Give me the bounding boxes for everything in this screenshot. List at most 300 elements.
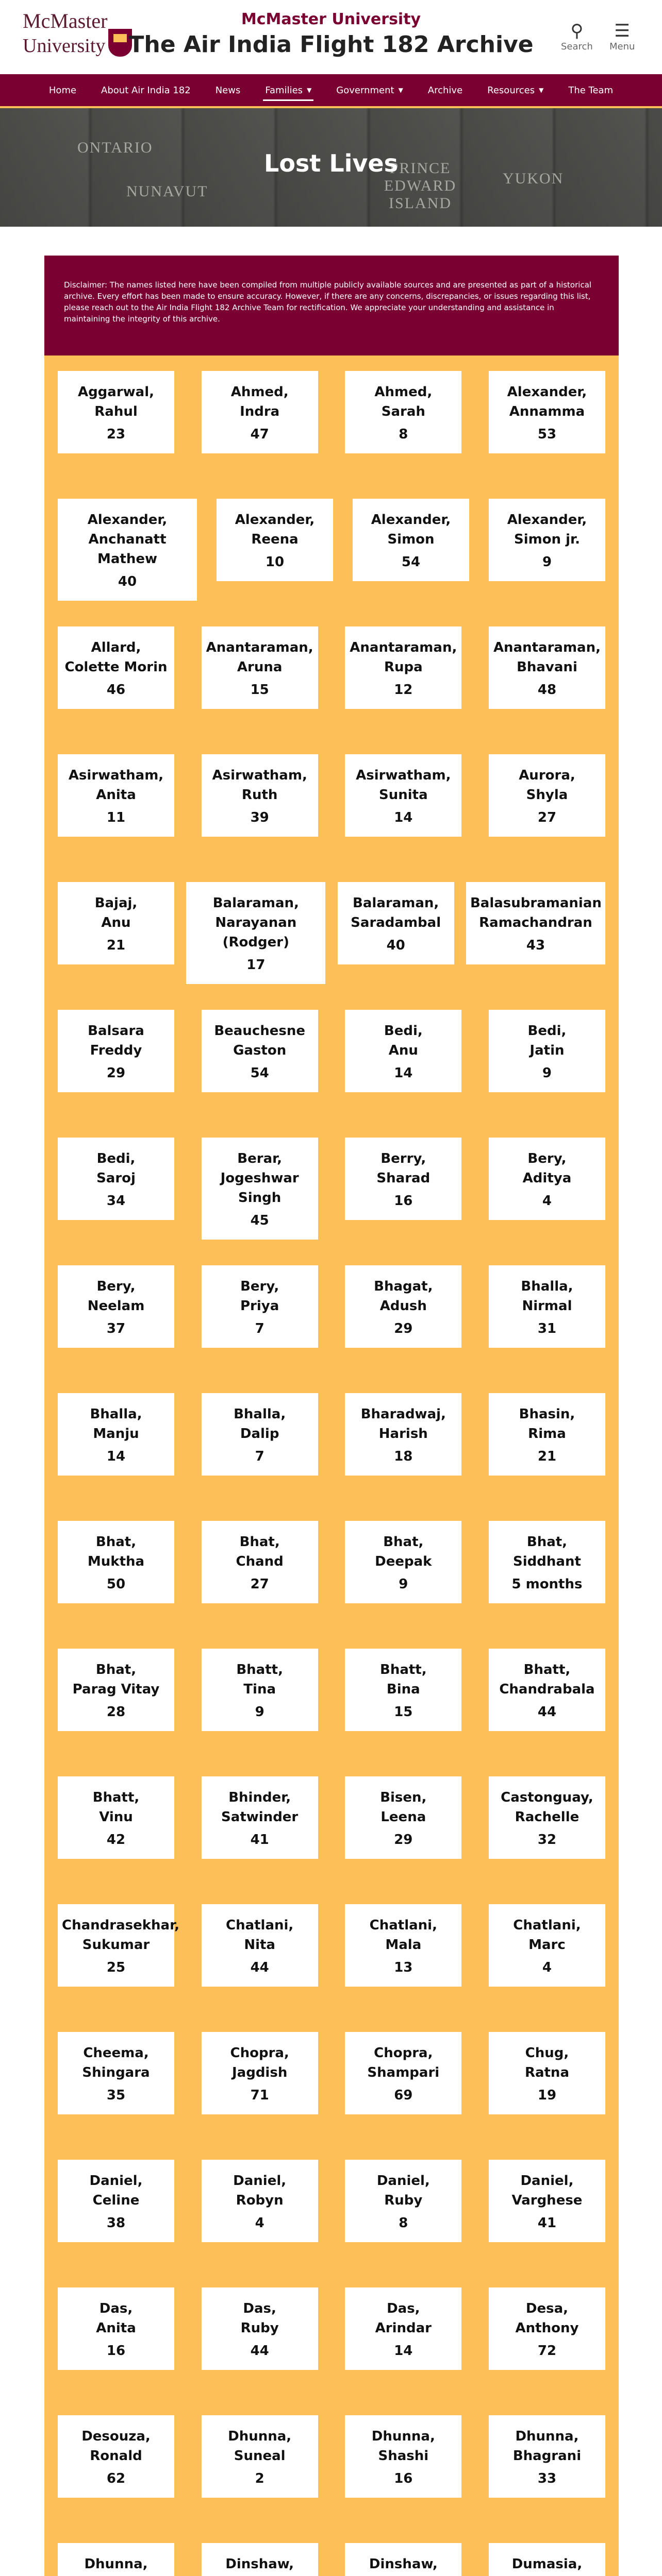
victim-age: 31 [537,1321,557,1336]
victim-surname: Balsara [88,1023,144,1039]
victim-surname: Bhat, [239,1534,280,1550]
victim-surname: Bhalla, [90,1406,142,1422]
victim-surname: Bhatt, [523,1662,571,1677]
chevron-down-icon: ▼ [398,87,403,94]
victim-surname: Aurora, [519,768,575,783]
victim-age: 7 [255,1449,264,1464]
victim-surname: Dhunna, [515,2429,579,2444]
nav-archive[interactable]: Archive [427,84,463,96]
logo-line-2: University [23,35,106,57]
victim-given-name: Simon jr. [514,532,581,547]
victim-surname: Bhagat, [374,1279,433,1294]
victim-surname: Bharadwaj, [360,1406,446,1422]
victim-given-name: Indra [240,404,280,419]
victim-age: 9 [542,554,552,570]
victim-age: 35 [106,2088,126,2103]
victim-given-name: Freddy [90,1043,142,1058]
victim-age: 71 [250,2088,269,2103]
victim-card [202,1776,318,1859]
victim-surname: Chatlani, [369,1918,437,1933]
victims-row [58,1511,605,1638]
victim-given-name: Rachelle [515,1809,580,1825]
victim-surname: Bery, [96,1279,136,1294]
victim-age: 34 [106,1193,126,1209]
victim-given-name: Nirmal [522,1298,572,1314]
victim-surname: Anantaraman, [493,640,601,655]
victim-surname: Bery, [240,1279,279,1294]
victim-surname: Daniel, [233,2173,287,2189]
victim-surname: Dhunna, [228,2429,292,2444]
victim-given-name: Aditya [522,1171,572,1186]
victim-age: 46 [106,682,126,698]
victim-age: 38 [106,2215,126,2231]
victim-card [345,1265,461,1348]
victim-card [345,1521,461,1603]
victim-given-name: Shyla [526,787,568,803]
victim-surname: Bedi, [384,1023,423,1039]
victims-row [58,2533,605,2576]
victim-surname: Bedi, [96,1151,136,1166]
victim-given-name: Ratna [524,2065,569,2080]
victim-age: 9 [542,1065,552,1081]
victim-given-name: Celine [92,2193,140,2208]
victim-card [345,1393,461,1476]
victim-surname: Das, [99,2301,133,2316]
victim-age: 2 [255,2471,264,2486]
victim-surname: Dinshaw, [369,2556,438,2572]
victim-age: 37 [106,1321,126,1336]
victim-card [489,499,605,581]
victim-given-name: Muktha [87,1554,145,1569]
victim-age: 47 [250,427,269,442]
victim-card [202,371,318,453]
victim-card [58,1904,179,1987]
victim-surname: Dinshaw, [225,2556,294,2572]
victims-row [58,999,605,1127]
victim-card [489,1010,605,1092]
victim-surname: Chug, [525,2045,569,2061]
victim-surname: Bhat, [383,1534,424,1550]
victim-card [466,882,605,964]
victim-surname: Bhalla, [234,1406,286,1422]
victim-surname: Bajaj, [94,895,138,911]
victim-age: 42 [106,1832,126,1848]
victims-grid [44,355,619,2576]
victim-age: 21 [106,938,126,953]
nav-team[interactable]: The Team [568,84,614,96]
victim-given-name: Bhavani [517,659,577,675]
victim-age: 7 [255,1321,264,1336]
victim-given-name: Vinu [99,1809,133,1825]
victim-age: 45 [250,1213,269,1228]
victim-given-name: Ramachandran [479,915,592,930]
victim-age: 69 [394,2088,413,2103]
victim-surname: Alexander, [507,512,587,528]
victims-row [58,1894,605,2022]
victim-card [58,1265,174,1348]
logo-line-1: McMaster [23,9,108,32]
nav-news[interactable]: News [215,84,241,96]
victim-given-name: Saradambal [351,915,441,930]
victim-surname: Chopra, [230,2045,289,2061]
victim-surname: Castonguay, [501,1790,593,1805]
victim-surname: Bhinder, [228,1790,291,1805]
victim-age: 48 [537,682,557,698]
victim-age: 44 [250,2343,269,2359]
victim-given-name: Leena [380,1809,426,1825]
victim-age: 14 [106,1449,126,1464]
victim-given-name: Annamma [509,404,585,419]
victim-card [217,499,333,581]
victim-given-name: Tina [243,1682,276,1697]
chevron-down-icon: ▼ [539,87,544,94]
victim-age: 17 [246,957,266,973]
victim-card [345,1776,461,1859]
victim-given-name: Shingara [82,2065,150,2080]
victim-surname: Beauchesne [214,1023,305,1039]
victims-row [58,488,605,616]
victim-card [345,2160,461,2242]
victim-card [58,1776,174,1859]
victim-age: 53 [537,427,557,442]
victim-age: 16 [106,2343,126,2359]
victim-given-name: Bhagrani [512,2448,582,2464]
victim-given-name: Ronald [90,2448,142,2464]
victim-given-name: Anthony [515,2320,579,2336]
victim-age: 29 [106,1065,126,1081]
victim-age: 39 [250,810,269,825]
victim-age: 43 [526,938,545,953]
victim-surname: Balaraman, [353,895,439,911]
victim-surname: Chopra, [374,2045,433,2061]
victim-given-name: Nita [244,1937,275,1953]
victim-given-name: Manju [93,1426,139,1442]
victim-given-name: Ruby [240,2320,279,2336]
victim-given-name: Colette Morin [64,659,168,675]
victim-given-name: Arindar [375,2320,432,2336]
victim-age: 9 [399,1577,408,1592]
victim-surname: Ahmed, [230,384,289,400]
victims-row [58,1383,605,1511]
victim-age: 40 [386,938,405,953]
victim-surname: Desa, [525,2301,569,2316]
disclaimer-text: Disclaimer: The names listed here have been compiled from multiple publicly available sources and are presented as part of a historical archive. Every effort has been made to ensure accuracy. However, if there are any concerns, discrepancies, or issues regarding this list, please reach out to the Air India Flight 182 Archive Team for rectification. We appreciate your understanding and assistance in maintaining the integrity of this archive. [44,256,619,355]
menu-button[interactable] [609,21,635,52]
victim-surname: Desouza, [81,2429,151,2444]
victims-row [58,2149,605,2277]
victim-surname: Bhat, [526,1534,568,1550]
victim-surname: Berar, [237,1151,282,1166]
victim-card [202,1649,318,1731]
victim-card [489,1138,605,1220]
victims-row [58,1255,605,1383]
victim-given-name: Reena [251,532,299,547]
menu-label: Menu [609,41,635,52]
victims-row [58,2405,605,2533]
victim-card [489,1521,605,1603]
victim-surname: Bisen, [380,1790,427,1805]
victim-card [489,2543,605,2576]
victim-surname: Asirwatham, [212,768,307,783]
victim-card [489,2287,605,2370]
victim-card [58,2032,174,2114]
victim-card [345,1649,461,1731]
victim-age: 16 [394,1193,413,1209]
victim-age: 10 [265,554,285,570]
victim-surname: Dhunna, [84,2556,148,2572]
victim-card [345,2543,461,2576]
victims-row [58,1127,605,1255]
victim-age: 41 [537,2215,557,2231]
victim-given-name: Chandrabala [499,1682,595,1697]
victim-surname: Das, [387,2301,420,2316]
victim-card [345,2415,461,2498]
victim-card [338,882,454,964]
victim-given-name: Gaston [233,1043,287,1058]
victim-given-name [62,2574,170,2576]
main-nav [0,74,662,108]
victim-card [202,626,318,709]
victim-given-name: Suneal [234,2448,286,2464]
victim-age: 27 [250,1577,269,1592]
victim-surname: Alexander, [235,512,315,528]
victim-age: 40 [118,574,137,589]
site-title[interactable]: The Air India Flight 182 Archive [128,31,534,58]
victim-given-name: Jatin [529,1043,565,1058]
victims-row [58,872,605,999]
victim-given-name: Jogeshwar Singh [220,1171,299,1206]
victim-card [58,499,197,601]
victims-section [44,256,619,2576]
victim-card [489,2415,605,2498]
victim-given-name: Harish [378,1426,428,1442]
victim-age: 15 [250,682,269,698]
victim-age: 12 [394,682,413,698]
victim-card [345,2032,461,2114]
victim-given-name: Mala [385,1937,422,1953]
victim-card [489,1265,605,1348]
victim-card [489,1776,605,1859]
victim-card [58,882,174,964]
victim-card [345,2287,461,2370]
victim-age: 18 [394,1449,413,1464]
victim-surname: Dumasia, [511,2556,583,2572]
victim-given-name: Bina [386,1682,420,1697]
hero-banner [0,108,662,227]
plaque-text: ONTARIO [77,139,153,156]
victim-given-name: Sharad [376,1171,431,1186]
victim-given-name: Rima [528,1426,566,1442]
victim-given-name: Deepak [375,1554,432,1569]
victim-card [58,1521,174,1603]
victim-given-name: Anu [388,1043,418,1058]
victim-given-name: Rupa [384,659,423,675]
victim-given-name: Anchanatt Mathew [88,532,167,567]
victim-surname: Asirwatham, [356,768,451,783]
victim-surname: Daniel, [89,2173,143,2189]
victims-row [58,2277,605,2405]
victim-given-name [493,2574,601,2576]
victim-given-name: Narayanan (Rodger) [215,915,297,950]
victim-card [345,1010,461,1092]
victim-given-name: Shampari [367,2065,440,2080]
victim-surname: Asirwatham, [68,768,164,783]
victim-given-name: Adush [379,1298,427,1314]
victim-age: 33 [537,2471,557,2486]
victim-surname: Chatlani, [225,1918,294,1933]
victim-age: 25 [106,1960,126,1975]
victim-surname: Bhatt, [236,1662,283,1677]
victim-card [202,2415,318,2498]
victim-age: 41 [250,1832,269,1848]
victim-age: 27 [537,810,557,825]
victim-given-name: Jagdish [231,2065,288,2080]
victim-surname: Chatlani, [513,1918,581,1933]
nav-about[interactable]: About Air India 182 [101,84,191,96]
victim-surname: Balaraman, [212,895,299,911]
victim-card [202,2287,318,2370]
victim-card [202,2032,318,2114]
plaque-text: YUKON [503,170,564,187]
victim-card [202,1904,318,1987]
victims-row [58,1638,605,1766]
victim-surname: Allard, [91,640,141,655]
victim-age: 29 [394,1832,413,1848]
victim-card [58,1138,174,1220]
victim-age: 32 [537,1832,557,1848]
victim-card [58,2543,174,2576]
victim-surname: Anantaraman, [350,640,457,655]
victim-surname: Bhat, [95,1534,137,1550]
hamburger-icon: ☰ [614,21,630,41]
victim-age: 72 [537,2343,557,2359]
victim-age: 14 [394,1065,413,1081]
victim-card [345,1904,461,1987]
victim-card [58,1010,174,1092]
victim-given-name: Simon [387,532,435,547]
nav-home[interactable]: Home [48,84,77,96]
victim-card [202,2160,318,2242]
victim-card [58,626,174,709]
victim-card [202,1521,318,1603]
victim-given-name: Ruby [384,2193,423,2208]
victim-surname: Balasubramanian [470,895,602,911]
nav-families[interactable]: Families ▼ [253,74,324,106]
victim-age: 19 [537,2088,557,2103]
victim-age: 8 [399,427,408,442]
victims-row [58,2022,605,2149]
victim-age: 44 [537,1704,557,1720]
victim-card [489,2032,605,2114]
victim-card [489,754,605,837]
victim-given-name: Sukumar [82,1937,150,1953]
victim-card [202,1265,318,1348]
victim-card [58,754,174,837]
victim-given-name: Priya [240,1298,279,1314]
victim-surname: Alexander, [87,512,168,528]
victim-age: 50 [106,1577,126,1592]
victim-surname: Cheema, [83,2045,149,2061]
victim-given-name [349,2574,457,2576]
search-icon: ⚲ [570,21,584,41]
victim-surname: Berry, [380,1151,426,1166]
victim-card [202,754,318,837]
victim-surname: Alexander, [371,512,451,528]
victim-age: 23 [106,427,126,442]
victim-card [345,371,461,453]
victim-given-name: Varghese [511,2193,583,2208]
victim-given-name: Sunita [378,787,428,803]
victim-surname: Bhasin, [519,1406,575,1422]
victim-given-name: Parag Vitay [72,1682,160,1697]
victim-card [202,1138,318,1240]
victim-given-name: Shashi [378,2448,429,2464]
victim-card [186,882,325,984]
victim-age: 9 [255,1704,264,1720]
search-button[interactable] [561,21,593,52]
victim-age: 29 [394,1321,413,1336]
victim-given-name: Ruth [241,787,278,803]
victim-age: 28 [106,1704,126,1720]
victim-age: 4 [255,2215,264,2231]
victim-card [58,2160,174,2242]
victim-surname: Chandrasekhar, [62,1918,179,1933]
nav-government[interactable]: Government ▼ [336,84,403,96]
victim-given-name: Aruna [237,659,283,675]
nav-resources[interactable]: Resources ▼ [487,84,544,96]
plaque-text: PRINCE EDWARD ISLAND [384,160,457,212]
victims-row [58,616,605,744]
victim-age: 4 [542,1193,552,1209]
victim-given-name: Neelam [87,1298,145,1314]
victim-surname: Bhalla, [521,1279,573,1294]
victim-card [345,754,461,837]
victim-surname: Bery, [527,1151,567,1166]
victim-given-name: Marc [528,1937,566,1953]
victim-age: 54 [401,554,421,570]
victim-given-name: Anita [96,2320,136,2336]
victim-card [353,499,469,581]
victim-given-name: Siddhant [513,1554,581,1569]
victim-card [58,2287,174,2370]
victim-age: 16 [394,2471,413,2486]
victim-given-name: Saroj [96,1171,136,1186]
search-label: Search [561,41,593,52]
victim-card [202,1393,318,1476]
victim-given-name: Dalip [240,1426,279,1442]
victim-age: 5 months [511,1577,583,1592]
victim-card [489,1904,605,1987]
victim-age: 15 [394,1704,413,1720]
victim-card [202,1010,318,1092]
victim-surname: Daniel, [376,2173,430,2189]
victim-age: 4 [542,1960,552,1975]
victim-given-name: Anita [96,787,136,803]
victim-card [489,2160,605,2242]
victim-age: 54 [250,1065,269,1081]
university-name[interactable]: McMaster University [241,10,421,28]
victim-card [202,2543,318,2576]
victim-surname: Bhatt, [92,1790,140,1805]
victim-given-name: Anu [101,915,131,930]
victim-given-name: Robyn [236,2193,284,2208]
victim-surname: Anantaraman, [206,640,313,655]
victim-surname: Alexander, [507,384,587,400]
victim-given-name: Sarah [381,404,425,419]
victim-given-name [206,2574,314,2576]
victim-age: 14 [394,810,413,825]
victim-card [489,1393,605,1476]
